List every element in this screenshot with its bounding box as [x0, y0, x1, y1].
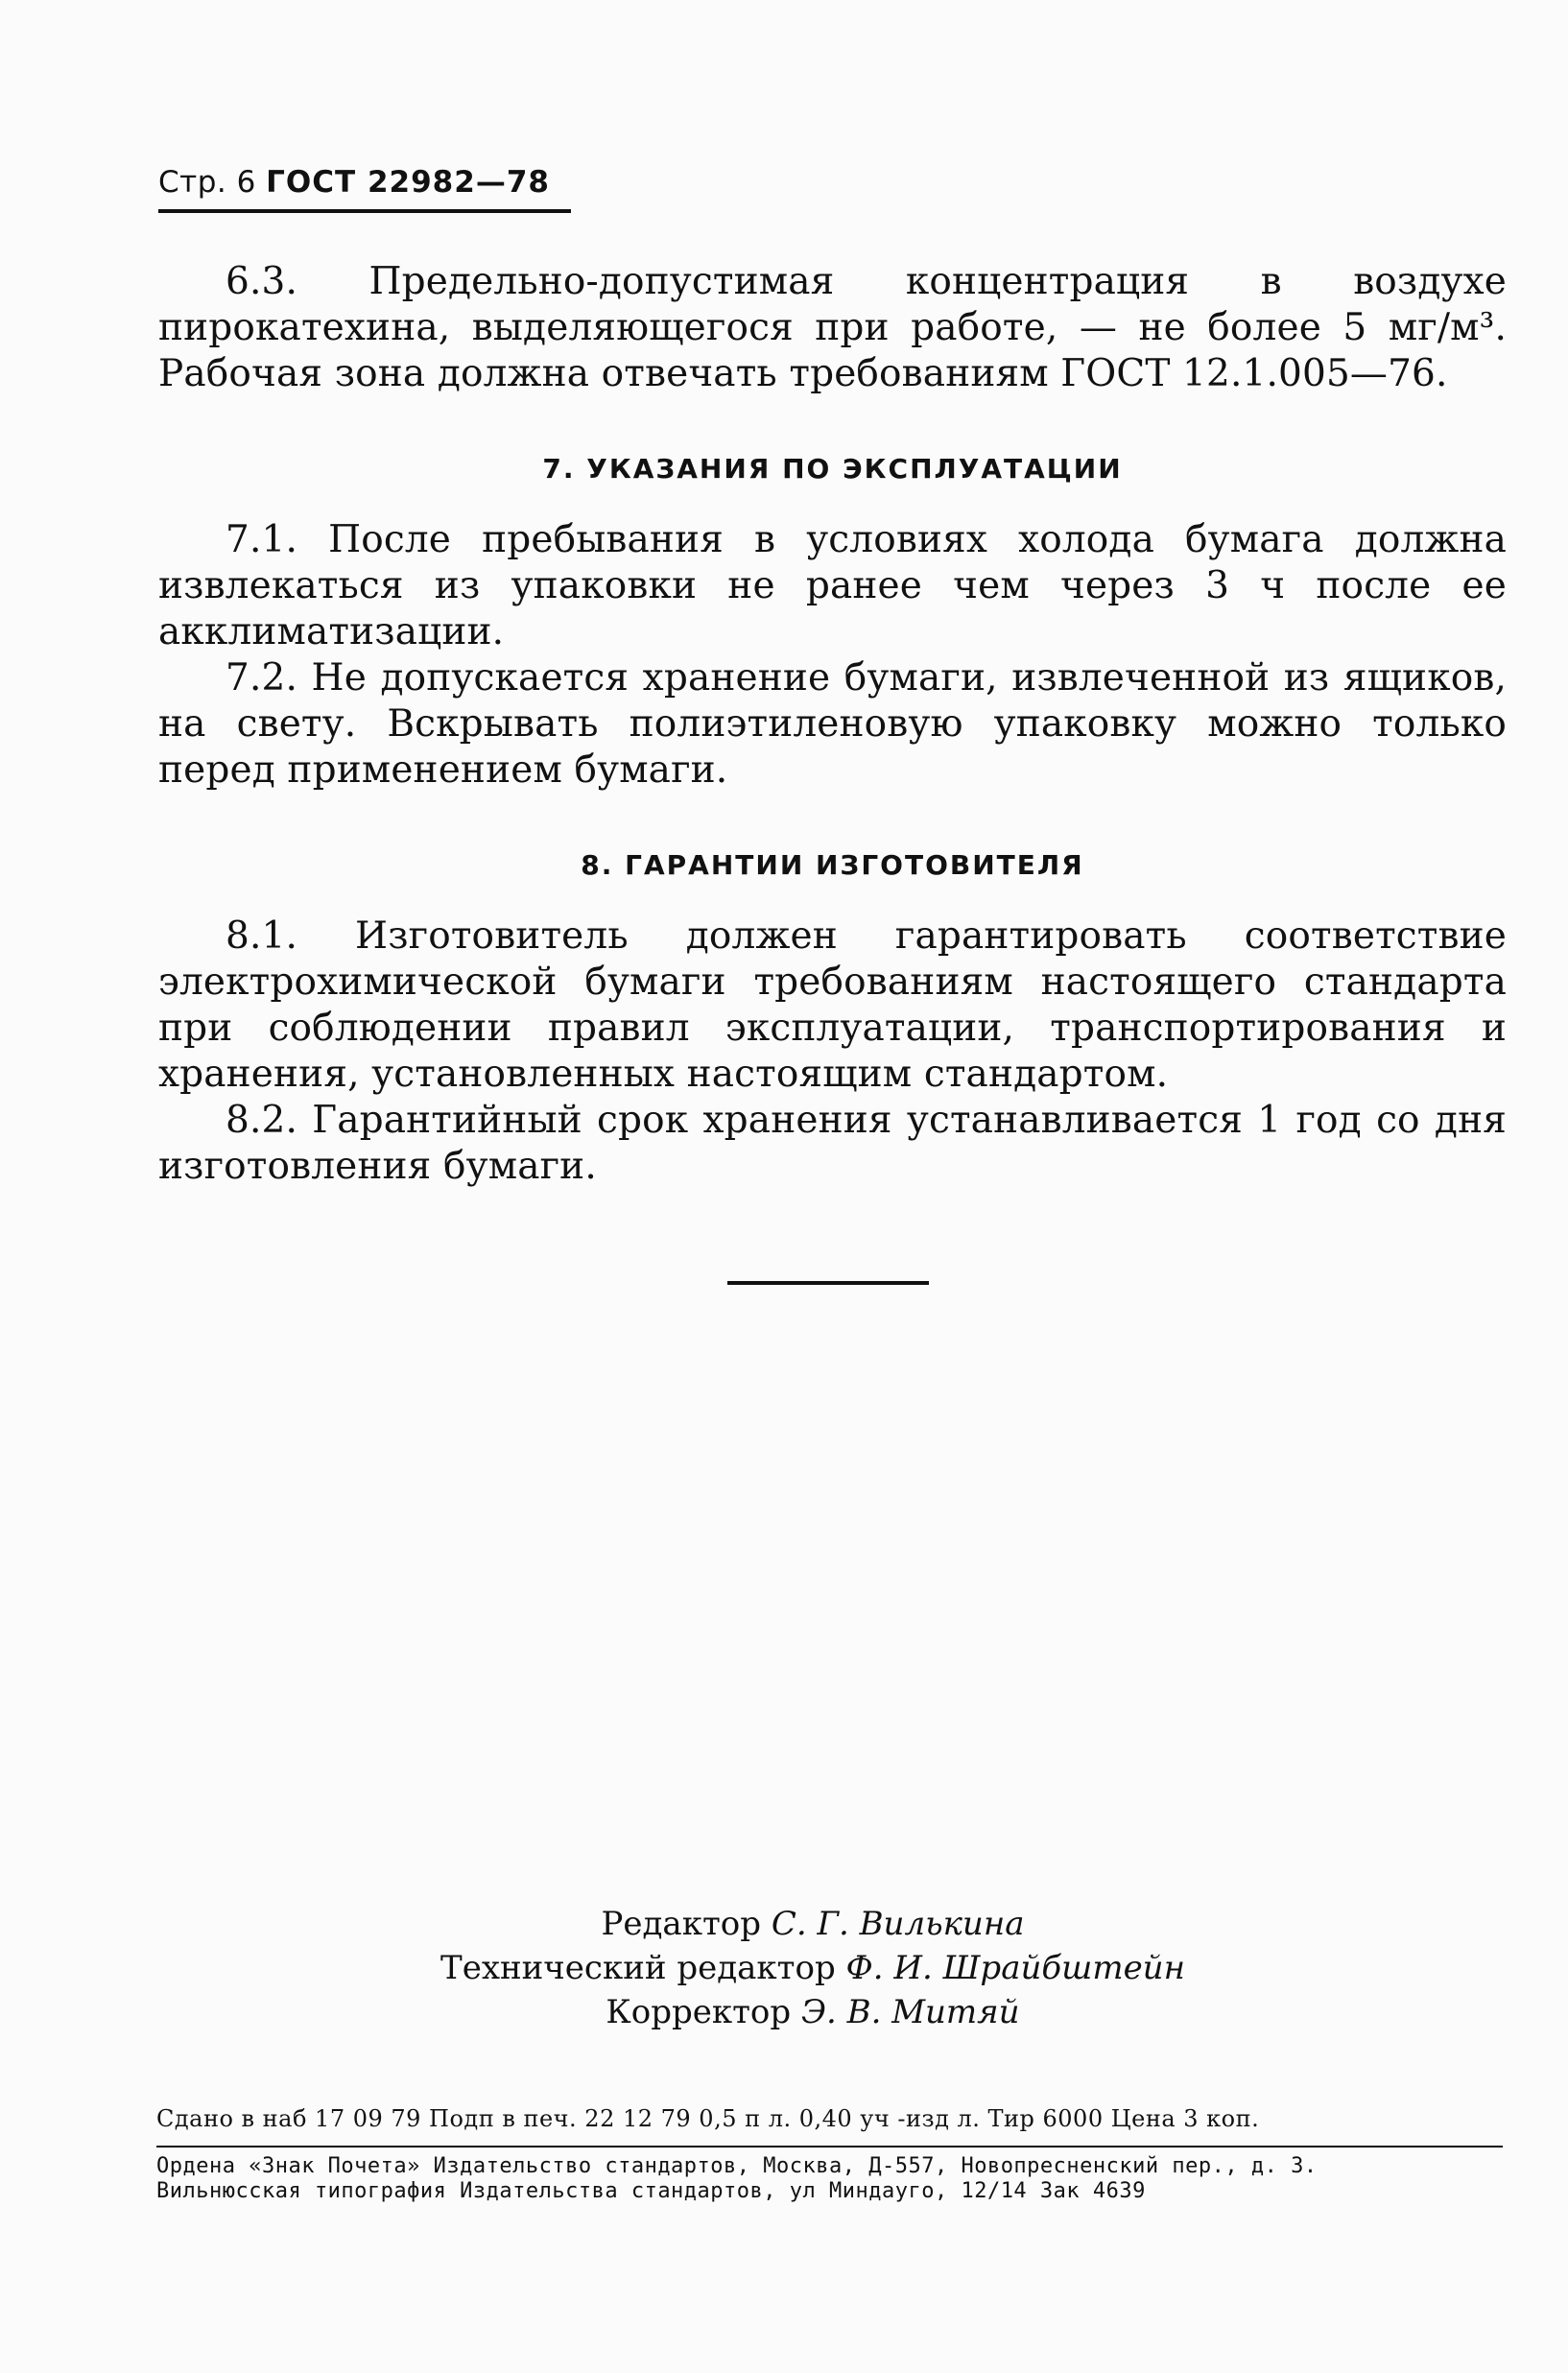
- editor-name: С. Г. Вилькина: [771, 1905, 1025, 1943]
- page-header: [158, 165, 571, 200]
- page-number: Стр. 6: [158, 165, 256, 200]
- print-imprint: Сдано в наб 17 09 79 Подп в печ. 22 12 79 0,5 п л. 0,40 уч -изд л. Тир 6000 Цена 3 коп.: [156, 2105, 1260, 2132]
- imprint-divider: [156, 2146, 1503, 2148]
- section-7-title: 7. УКАЗАНИЯ ПО ЭКСПЛУАТАЦИИ: [542, 453, 1123, 485]
- header-divider: [158, 209, 571, 213]
- publisher-line-2: Вильнюсская типография Издательства стандартов, ул Миндауго, 12/14 Зак 4639: [156, 2179, 1146, 2203]
- document-body: [158, 259, 1507, 1190]
- section-8-title: 8. ГАРАНТИИ ИЗГОТОВИТЕЛЯ: [581, 849, 1084, 881]
- corrector-line: [58, 1990, 1568, 2034]
- publisher-info: [156, 2154, 1503, 2204]
- paragraph-7-1: 7.1. После пребывания в условиях холода бумага должна извлекаться из упаковки не ранее чем через 3 ч после ее акклиматизации.: [158, 518, 1507, 653]
- corrector-name: Э. В. Митяй: [800, 1993, 1020, 2031]
- paragraph-7-2: 7.2. Не допускается хранение бумаги, извлеченной из ящиков, на свету. Вскрывать полиэтиленовую упаковку можно только перед применением бумаги.: [158, 656, 1507, 792]
- end-of-text-divider: [727, 1281, 929, 1285]
- standard-number: ГОСТ 22982—78: [266, 165, 550, 200]
- publisher-line-1: Ордена «Знак Почета» Издательство стандартов, Москва, Д-557, Новопресненский пер., д. 3.: [156, 2154, 1318, 2178]
- paragraph-6-3: 6.3. Предельно-допустимая концентрация в воздухе пирокатехина, выделяющегося при работе, — не более 5 мг/м³. Рабочая зона должна отвечать требованиям ГОСТ 12.1.005—76.: [158, 260, 1507, 395]
- paragraph-8-1: 8.1. Изготовитель должен гарантировать соответствие электрохимической бумаги требованиям настоящего стандарта при соблюдении правил эксплуатации, транспортирования и хранения, установленных настоящим стандартом.: [158, 914, 1507, 1096]
- tech-editor-line: [58, 1946, 1568, 1990]
- corrector-label: Корректор: [606, 1993, 792, 2031]
- credits-block: [0, 1902, 1568, 2034]
- tech-editor-name: Ф. И. Шрайбштейн: [845, 1949, 1185, 1987]
- editor-label: Редактор: [601, 1905, 761, 1943]
- tech-editor-label: Технический редактор: [440, 1949, 836, 1987]
- editor-line: [58, 1902, 1568, 1946]
- paragraph-8-2: 8.2. Гарантийный срок хранения устанавливается 1 год со дня изготовления бумаги.: [158, 1099, 1507, 1188]
